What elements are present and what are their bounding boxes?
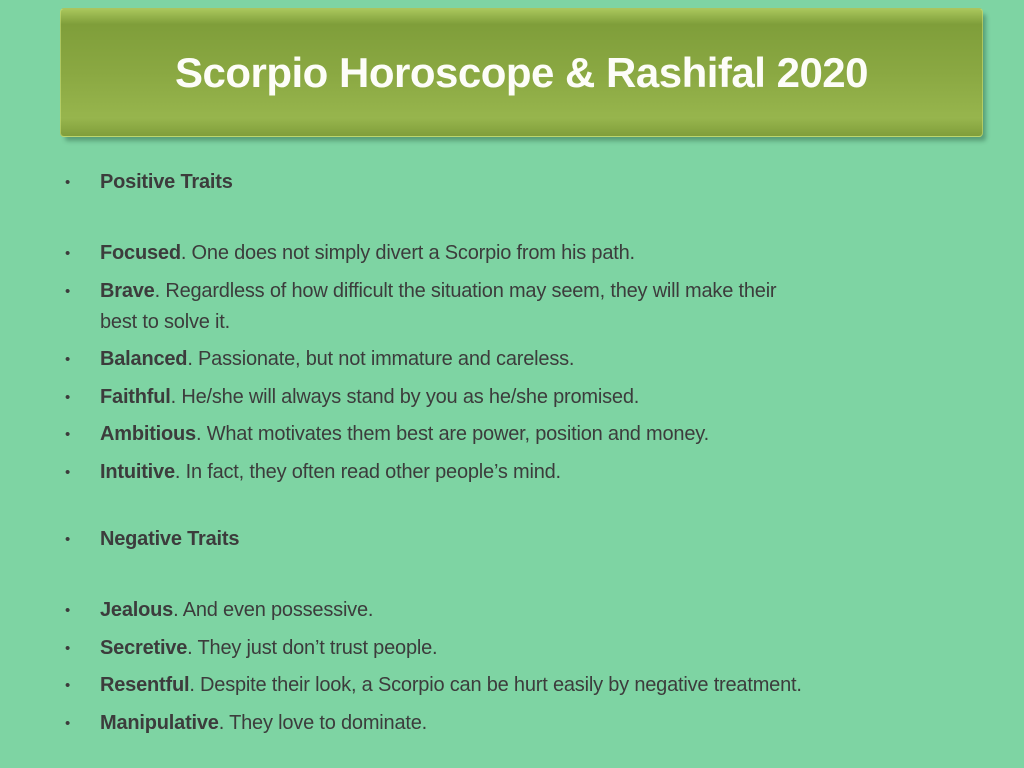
trait-desc: . They love to dominate. bbox=[218, 711, 428, 734]
list-item-text bbox=[100, 238, 635, 269]
trait-desc: . And even possessive. bbox=[173, 599, 374, 621]
bullet-icon: • bbox=[65, 714, 71, 732]
list-item-secretive bbox=[65, 633, 945, 664]
trait-term: Intuitive bbox=[100, 460, 175, 483]
section-header-label bbox=[100, 167, 233, 198]
bullet-icon: • bbox=[65, 174, 71, 191]
trait-term: Jealous bbox=[100, 599, 174, 621]
section-header-positive-traits bbox=[65, 167, 945, 198]
trait-desc: . In fact, they often read other people’s mind. bbox=[174, 460, 561, 483]
trait-desc: . Despite their look, a Scorpio can be hurt easily by negative treatment. bbox=[189, 674, 802, 696]
bullet-icon: • bbox=[65, 677, 71, 694]
bullet-icon: • bbox=[65, 531, 71, 548]
list-item-resentful bbox=[65, 670, 945, 701]
list-item-text bbox=[100, 595, 373, 626]
bullet-icon: • bbox=[65, 351, 71, 368]
trait-desc: . He/she will always stand by you as he/she promised. bbox=[170, 385, 640, 408]
trait-term: Resentful bbox=[100, 674, 190, 696]
bullet-icon: • bbox=[65, 245, 71, 262]
trait-desc: . They just don’t trust people. bbox=[187, 636, 438, 659]
list-item-text bbox=[100, 382, 639, 413]
trait-desc: . Regardless of how difficult the situation may seem, they will make their bbox=[154, 279, 777, 302]
traits-list bbox=[65, 167, 945, 739]
bullet-icon: • bbox=[65, 388, 71, 406]
trait-desc-line2: best to solve it. bbox=[100, 310, 230, 333]
list-item-text bbox=[100, 633, 437, 664]
trait-term: Brave bbox=[100, 279, 155, 302]
list-item-brave bbox=[65, 276, 945, 338]
section-header-label bbox=[100, 524, 239, 555]
list-item-ambitious bbox=[65, 419, 945, 450]
trait-term: Ambitious bbox=[100, 423, 196, 445]
list-item-jealous bbox=[65, 595, 945, 626]
trait-term: Manipulative bbox=[100, 711, 219, 734]
trait-term: Negative Traits bbox=[100, 528, 240, 550]
trait-term: Balanced bbox=[100, 348, 188, 370]
trait-term: Positive Traits bbox=[100, 171, 233, 193]
traits-content bbox=[65, 167, 945, 745]
trait-desc: . One does not simply divert a Scorpio from his path. bbox=[180, 242, 635, 264]
title-banner bbox=[60, 8, 983, 137]
trait-desc: . Passionate, but not immature and careless. bbox=[187, 348, 575, 370]
slide-title: Scorpio Horoscope & Rashifal 2020 bbox=[174, 48, 869, 96]
list-item-text bbox=[100, 276, 776, 338]
bullet-icon: • bbox=[65, 463, 71, 481]
section-header-negative-traits bbox=[65, 524, 945, 555]
list-item-text bbox=[100, 708, 427, 739]
bullet-icon: • bbox=[65, 602, 71, 619]
list-item-text bbox=[100, 419, 709, 450]
list-item-faithful bbox=[65, 382, 945, 413]
list-item-manipulative bbox=[65, 708, 945, 739]
trait-term: Focused bbox=[100, 242, 181, 264]
bullet-icon: • bbox=[65, 282, 71, 300]
list-item-text bbox=[100, 344, 574, 375]
trait-term: Faithful bbox=[100, 385, 171, 408]
trait-term: Secretive bbox=[100, 636, 188, 659]
list-item-intuitive bbox=[65, 457, 945, 488]
bullet-icon: • bbox=[65, 426, 71, 443]
list-item-text bbox=[100, 670, 802, 701]
list-item-balanced bbox=[65, 344, 945, 375]
list-item-focused bbox=[65, 238, 945, 269]
trait-desc: . What motivates them best are power, position and money. bbox=[195, 423, 709, 445]
list-item-text bbox=[100, 457, 561, 488]
bullet-icon: • bbox=[65, 639, 71, 657]
